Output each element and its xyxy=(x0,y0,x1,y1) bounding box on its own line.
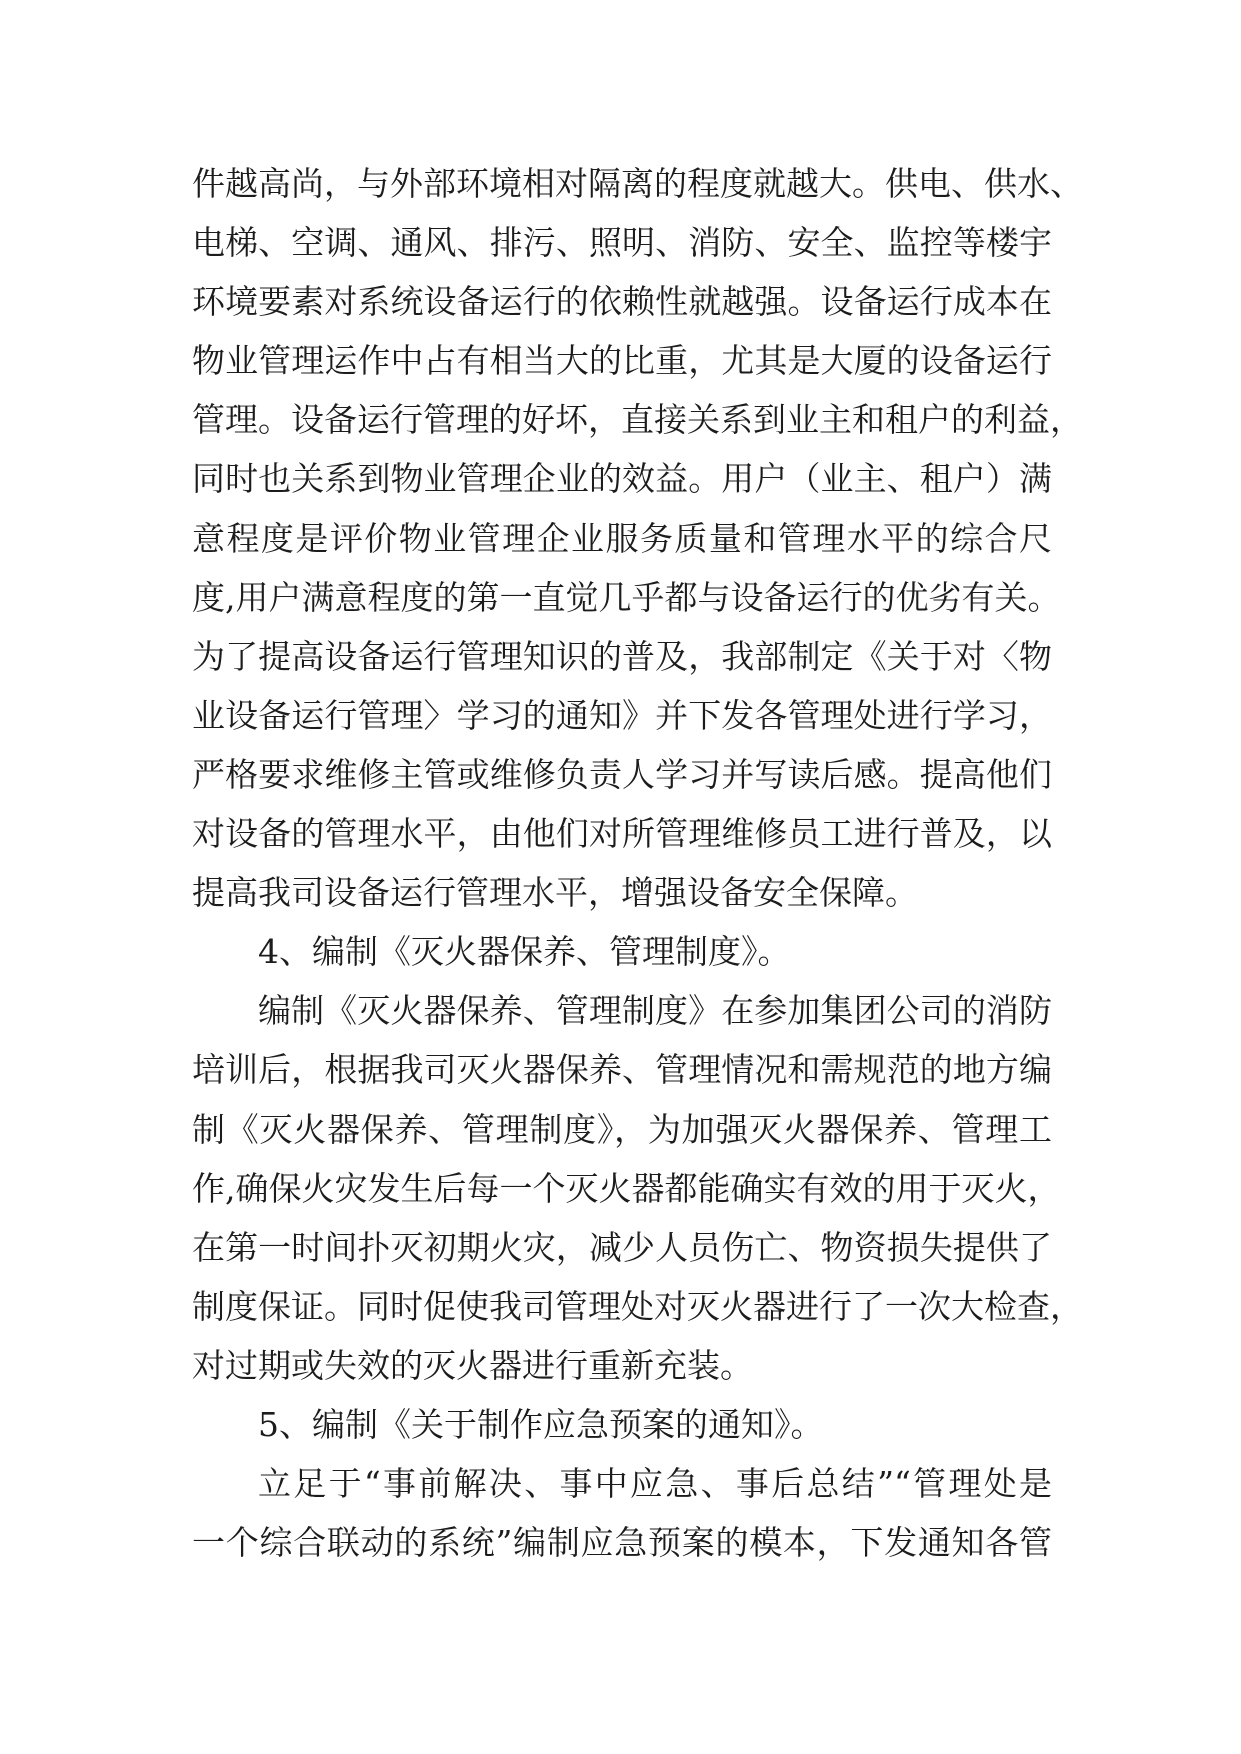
text-line: 管理。设备运行管理的好坏，直接关系到业主和租户的利益， xyxy=(192,400,1083,440)
text-line: 意程度是评价物业管理企业服务质量和管理水平的综合尺 xyxy=(192,518,1052,558)
text-line: 4、编制《灭火器保养、管理制度》。 xyxy=(258,932,791,972)
text-line: 一个综合联动的系统”编制应急预案的模本，下发通知各管 xyxy=(192,1523,1052,1563)
text-line: 为了提高设备运行管理知识的普及，我部制定《关于对〈物 xyxy=(192,636,1052,676)
text-line: 立足于“事前解决、事中应急、事后总结”“管理处是 xyxy=(258,1464,1052,1504)
text-line: 同时也关系到物业管理企业的效益。用户（业主、租户）满 xyxy=(192,459,1052,499)
text-line: 对过期或失效的灭火器进行重新充装。 xyxy=(192,1345,753,1385)
text-line: 对设备的管理水平，由他们对所管理维修员工进行普及，以 xyxy=(192,814,1052,854)
text-line: 环境要素对系统设备运行的依赖性就越强。设备运行成本在 xyxy=(192,282,1052,322)
text-line: 在第一时间扑灭初期火灾，减少人员伤亡、物资损失提供了 xyxy=(192,1227,1052,1267)
text-line: 提高我司设备运行管理水平，增强设备安全保障。 xyxy=(192,873,918,913)
text-line: 物业管理运作中占有相当大的比重，尤其是大厦的设备运行 xyxy=(192,341,1052,381)
text-line: 件越高尚，与外部环境相对隔离的程度就越大。供电、供水、 xyxy=(192,164,1083,203)
text-line: 制度保证。同时促使我司管理处对灭火器进行了一次大检查， xyxy=(192,1286,1083,1326)
text-line: 电梯、空调、通风、排污、照明、消防、安全、监控等楼宇 xyxy=(192,223,1052,263)
text-line: 培训后，根据我司灭火器保养、管理情况和需规范的地方编 xyxy=(192,1050,1052,1090)
text-line: 作,确保火灾发生后每一个灭火器都能确实有效的用于灭火， xyxy=(192,1168,1061,1208)
text-line: 5、编制《关于制作应急预案的通知》。 xyxy=(258,1404,824,1444)
text-line: 编制《灭火器保养、管理制度》在参加集团公司的消防 xyxy=(258,991,1052,1031)
text-line: 严格要求维修主管或维修负责人学习并写读后感。提高他们 xyxy=(192,754,1052,794)
body-text xyxy=(192,154,1083,1572)
text-line: 业设备运行管理〉学习的通知》并下发各管理处进行学习， xyxy=(192,695,1052,735)
text-line: 度,用户满意程度的第一直觉几乎都与设备运行的优劣有关。 xyxy=(192,577,1061,617)
text-line: 制《灭火器保养、管理制度》，为加强灭火器保养、管理工 xyxy=(192,1109,1052,1149)
